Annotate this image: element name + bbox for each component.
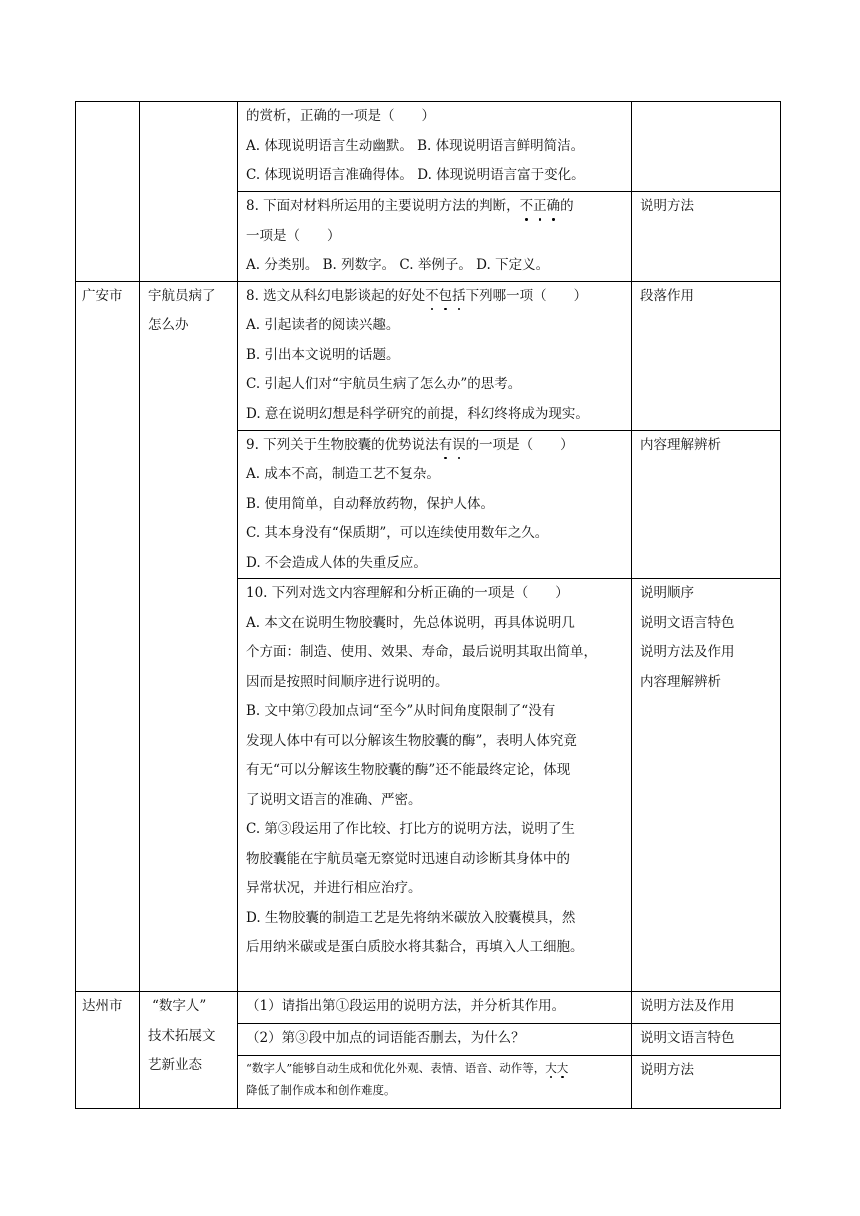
knowledge-point: 说明方法 <box>640 198 694 214</box>
text-title-line: “数字人” <box>152 998 207 1014</box>
material-line: 降低了制作成本和创作难度。 <box>246 1083 396 1097</box>
option-line: D. 生物胶囊的制造工艺是先将纳米碳放入胶囊模具，然 <box>246 909 576 926</box>
question-line: 的赏析，正确的一项是（ ） <box>246 108 435 124</box>
question-line: 8. 选文从科幻电影谈起的好处不包括下列哪一项（ ） <box>238 282 631 312</box>
option-line: B. 使用简单，自动释放药物，保护人体。 <box>246 495 495 512</box>
table-row <box>76 281 781 430</box>
option-line: 发现人体中有可以分解该生物胶囊的酶”，表明人体究竟 <box>246 732 577 749</box>
text-title-line: 技术拓展文 <box>148 1027 216 1044</box>
option-line: C. 其本身没有“保质期”，可以连续使用数年之久。 <box>246 525 549 541</box>
knowledge-point-cell <box>632 992 781 1024</box>
emphasis-dotted-char: 大 <box>557 1057 569 1079</box>
text-title-line: 艺新业态 <box>148 1057 202 1073</box>
knowledge-point-cell <box>632 192 781 282</box>
knowledge-point: 说明方法及作用 <box>640 998 735 1014</box>
question-line: 10. 下列对选文内容理解和分析正确的一项是（ ） <box>246 585 569 601</box>
text-title-line: 怎么办 <box>148 317 189 333</box>
knowledge-point-cell <box>632 1056 781 1109</box>
question-line: （1）请指出第①段运用的说明方法，并分析其作用。 <box>246 998 566 1014</box>
knowledge-point: 说明文语言特色 <box>640 614 735 631</box>
city-cell <box>76 102 140 282</box>
text-title-cell <box>140 102 238 282</box>
question-line: 一项是（ ） <box>246 227 341 244</box>
emphasis-dotted-char: 误 <box>452 431 466 461</box>
option-line: 异常状况，并进行相应治疗。 <box>246 880 422 896</box>
option-line: A. 引起读者的阅读兴趣。 <box>246 317 400 333</box>
option-line: 了说明文语言的准确、严密。 <box>246 791 422 808</box>
question-cell <box>238 579 632 992</box>
option-line: C. 体现说明语言准确得体。 D. 体现说明语言富于变化。 <box>246 167 585 183</box>
option-line: 物胶囊能在宇航员毫无察觉时迅速自动诊断其身体中的 <box>246 850 570 867</box>
city-cell <box>76 992 140 1109</box>
knowledge-point-cell <box>632 281 781 430</box>
emphasis-dotted-char: 有 <box>439 431 453 461</box>
knowledge-point: 内容理解辨析 <box>640 673 721 690</box>
city-name: 广安市 <box>82 287 123 304</box>
option-line: B. 文中第⑦段加点词“至今”从时间角度限制了“没有 <box>246 703 556 719</box>
option-line: D. 意在说明幻想是科学研究的前提，科幻终将成为现实。 <box>246 405 589 422</box>
emphasis-dotted-char: 包 <box>439 282 453 312</box>
text-title-cell <box>140 281 238 992</box>
emphasis-dotted-char: 正 <box>533 192 547 222</box>
knowledge-point-cell <box>632 430 781 579</box>
question-line: 9. 下列关于生物胶囊的优势说法有误的一项是（ ） <box>238 431 631 461</box>
question-cell <box>238 102 632 192</box>
table-row <box>76 102 781 192</box>
emphasis-dotted-char: 不 <box>520 192 534 222</box>
emphasis-dotted-char: 不 <box>425 282 439 312</box>
question-cell <box>238 992 632 1024</box>
knowledge-point: 内容理解辨析 <box>640 436 721 453</box>
knowledge-point: 说明方法及作用 <box>640 644 735 660</box>
option-line: A. 成本不高，制造工艺不复杂。 <box>246 466 440 482</box>
question-cell <box>238 1056 632 1109</box>
knowledge-point: 说明文语言特色 <box>640 1030 735 1046</box>
option-line: B. 引出本文说明的话题。 <box>246 346 400 363</box>
emphasis-dotted-char: 大 <box>545 1057 557 1079</box>
knowledge-point: 说明方法 <box>640 1062 694 1078</box>
emphasis-dotted-char: 确 <box>547 192 561 222</box>
knowledge-point: 段落作用 <box>640 287 694 304</box>
option-line: C. 第③段运用了作比较、打比方的说明方法，说明了生 <box>246 821 575 837</box>
option-line: 后用纳米碳或是蛋白质胶水将其黏合，再填入人工细胞。 <box>246 939 584 955</box>
city-name: 达州市 <box>82 998 123 1014</box>
option-line: 有无“可以分解该生物胶囊的酶”还不能最终定论，体现 <box>246 762 571 778</box>
question-analysis-table <box>75 101 781 1109</box>
question-cell <box>238 281 632 430</box>
text-title-cell <box>140 992 238 1109</box>
option-line: C. 引起人们对“宇航员生病了怎么办”的思考。 <box>246 376 522 392</box>
option-line: A. 分类别。 B. 列数字。 C. 举例子。 D. 下定义。 <box>246 257 550 273</box>
option-line: A. 本文在说明生物胶囊时，先总体说明，再具体说明几 <box>246 614 575 631</box>
option-line: A. 体现说明语言生动幽默。 B. 体现说明语言鲜明简洁。 <box>246 137 585 154</box>
option-line: 个方面：制造、使用、效果、寿命，最后说明其取出简单， <box>246 644 597 660</box>
knowledge-point: 说明顺序 <box>640 585 694 601</box>
question-line: （2）第③段中加点的词语能否删去，为什么？ <box>246 1030 525 1046</box>
material-line: “数字人”能够自动生成和优化外观、表情、语音、动作等，大大 <box>238 1056 631 1079</box>
knowledge-point-cell <box>632 579 781 992</box>
option-line: D. 不会造成人体的失重反应。 <box>246 554 427 571</box>
emphasis-dotted-char: 括 <box>452 282 466 312</box>
city-cell <box>76 281 140 992</box>
question-cell <box>238 192 632 282</box>
question-line: 8. 下面对材料所运用的主要说明方法的判断，不正确的 <box>238 192 631 222</box>
knowledge-point-cell <box>632 1024 781 1056</box>
question-cell <box>238 430 632 579</box>
table-row <box>76 992 781 1024</box>
option-line: 因而是按照时间顺序进行说明的。 <box>246 673 449 690</box>
text-title-line: 宇航员病了 <box>148 287 216 304</box>
knowledge-point-cell <box>632 102 781 192</box>
question-cell <box>238 1024 632 1056</box>
